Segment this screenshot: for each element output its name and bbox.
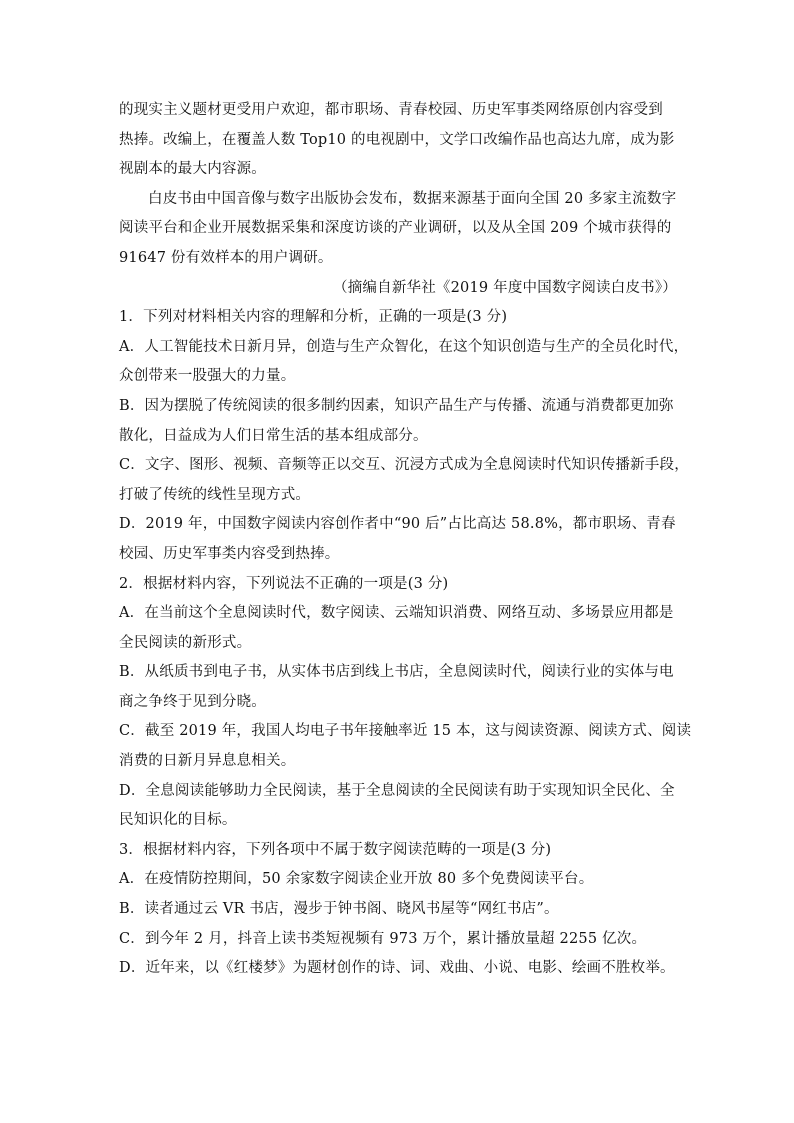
option-c: C．到今年 2 月，抖音上读书类短视频有 973 万个，累计播放量超 2255 亿次。 bbox=[119, 930, 647, 947]
option-d: D．近年来，以《红楼梦》为题材创作的诗、词、戏曲、小说、电影、绘画不胜枚举。 bbox=[119, 960, 675, 977]
question-1 bbox=[119, 303, 689, 569]
option-line: 消费的日新月异息息相关。 bbox=[119, 753, 296, 770]
option-b bbox=[119, 658, 677, 717]
option-line: C．截至 2019 年，我国人均电子书年接触率近 15 本，这与阅读资源、阅读方式、阅读 bbox=[119, 723, 692, 740]
option-line: A．人工智能技术日新月异，创造与生产众智化，在这个知识创造与生产的全员化时代， bbox=[119, 338, 689, 355]
text-line: 阅读平台和企业开展数据采集和深度访谈的产业调研，以及从全国 209 个城市获得的 bbox=[119, 220, 672, 237]
option-line: 散化，日益成为人们日常生活的基本组成部分。 bbox=[119, 427, 428, 444]
text-line: 视剧本的最大内容源。 bbox=[119, 161, 266, 178]
source-citation: （摘编自新华社《2019 年度中国数字阅读白皮书》） bbox=[333, 279, 677, 296]
option-a bbox=[119, 333, 689, 392]
option-a: A．在疫情防控期间，50 余家数字阅读企业开放 80 多个免费阅读平台。 bbox=[119, 871, 594, 888]
option-line: 商之争终于见到分晓。 bbox=[119, 693, 266, 710]
text-line: 的现实主义题材更受用户欢迎，都市职场、青春校园、历史军事类网络原创内容受到 bbox=[119, 102, 663, 118]
question-stem: 1．下列对材料相关内容的理解和分析，正确的一项是(3 分) bbox=[119, 309, 508, 326]
option-line: D．2019 年，中国数字阅读内容创作者中“90 后”占比高达 58.8%，都市职场、青春 bbox=[119, 516, 676, 533]
option-line: C．文字、图形、视频、音频等正以交互、沉浸方式成为全息阅读时代知识传播新手段， bbox=[119, 457, 689, 474]
option-b: B．读者通过云 VR 书店，漫步于钟书阁、晓风书屋等“网红书店”。 bbox=[119, 901, 559, 918]
option-line: A．在当前这个全息阅读时代，数字阅读、云端知识消费、网络互动、多场景应用都是 bbox=[119, 605, 674, 622]
question-stem: 3．根据材料内容，下列各项中不属于数字阅读范畴的一项是(3 分) bbox=[119, 841, 552, 858]
option-line: 众创带来一股强大的力量。 bbox=[119, 368, 296, 385]
question-3 bbox=[119, 836, 677, 984]
option-c bbox=[119, 717, 692, 776]
option-line: B．因为摆脱了传统阅读的很多制约因素，知识产品生产与传播、流通与消费都更加弥 bbox=[119, 397, 674, 414]
question-2 bbox=[119, 570, 692, 836]
option-line: 全民阅读的新形式。 bbox=[119, 634, 252, 651]
passage-paragraph-1 bbox=[119, 96, 677, 185]
option-line: 民知识化的目标。 bbox=[119, 812, 237, 829]
passage-paragraph-2 bbox=[119, 185, 677, 274]
text-line: 白皮书由中国音像与数字出版协会发布，数据来源基于面向全国 20 多家主流数字 bbox=[148, 190, 677, 207]
question-stem: 2．根据材料内容，下列说法不正确的一项是(3 分) bbox=[119, 575, 449, 592]
option-line: 校园、历史军事类内容受到热捧。 bbox=[119, 545, 340, 562]
text-line: 91647 份有效样本的用户调研。 bbox=[119, 249, 333, 266]
option-line: B．从纸质书到电子书，从实体书店到线上书店，全息阅读时代，阅读行业的实体与电 bbox=[119, 664, 674, 681]
option-d bbox=[119, 510, 677, 569]
option-line: D．全息阅读能够助力全民阅读，基于全息阅读的全民阅读有助于实现知识全民化、全 bbox=[119, 782, 675, 799]
option-a bbox=[119, 599, 677, 658]
text-line: 热捧。改编上，在覆盖人数 Top10 的电视剧中，文学口改编作品也高达九席，成为影 bbox=[119, 131, 675, 148]
option-line: 打破了传统的线性呈现方式。 bbox=[119, 486, 311, 503]
option-b bbox=[119, 392, 677, 451]
document-page bbox=[119, 96, 692, 984]
option-c bbox=[119, 451, 689, 510]
option-d bbox=[119, 777, 677, 836]
